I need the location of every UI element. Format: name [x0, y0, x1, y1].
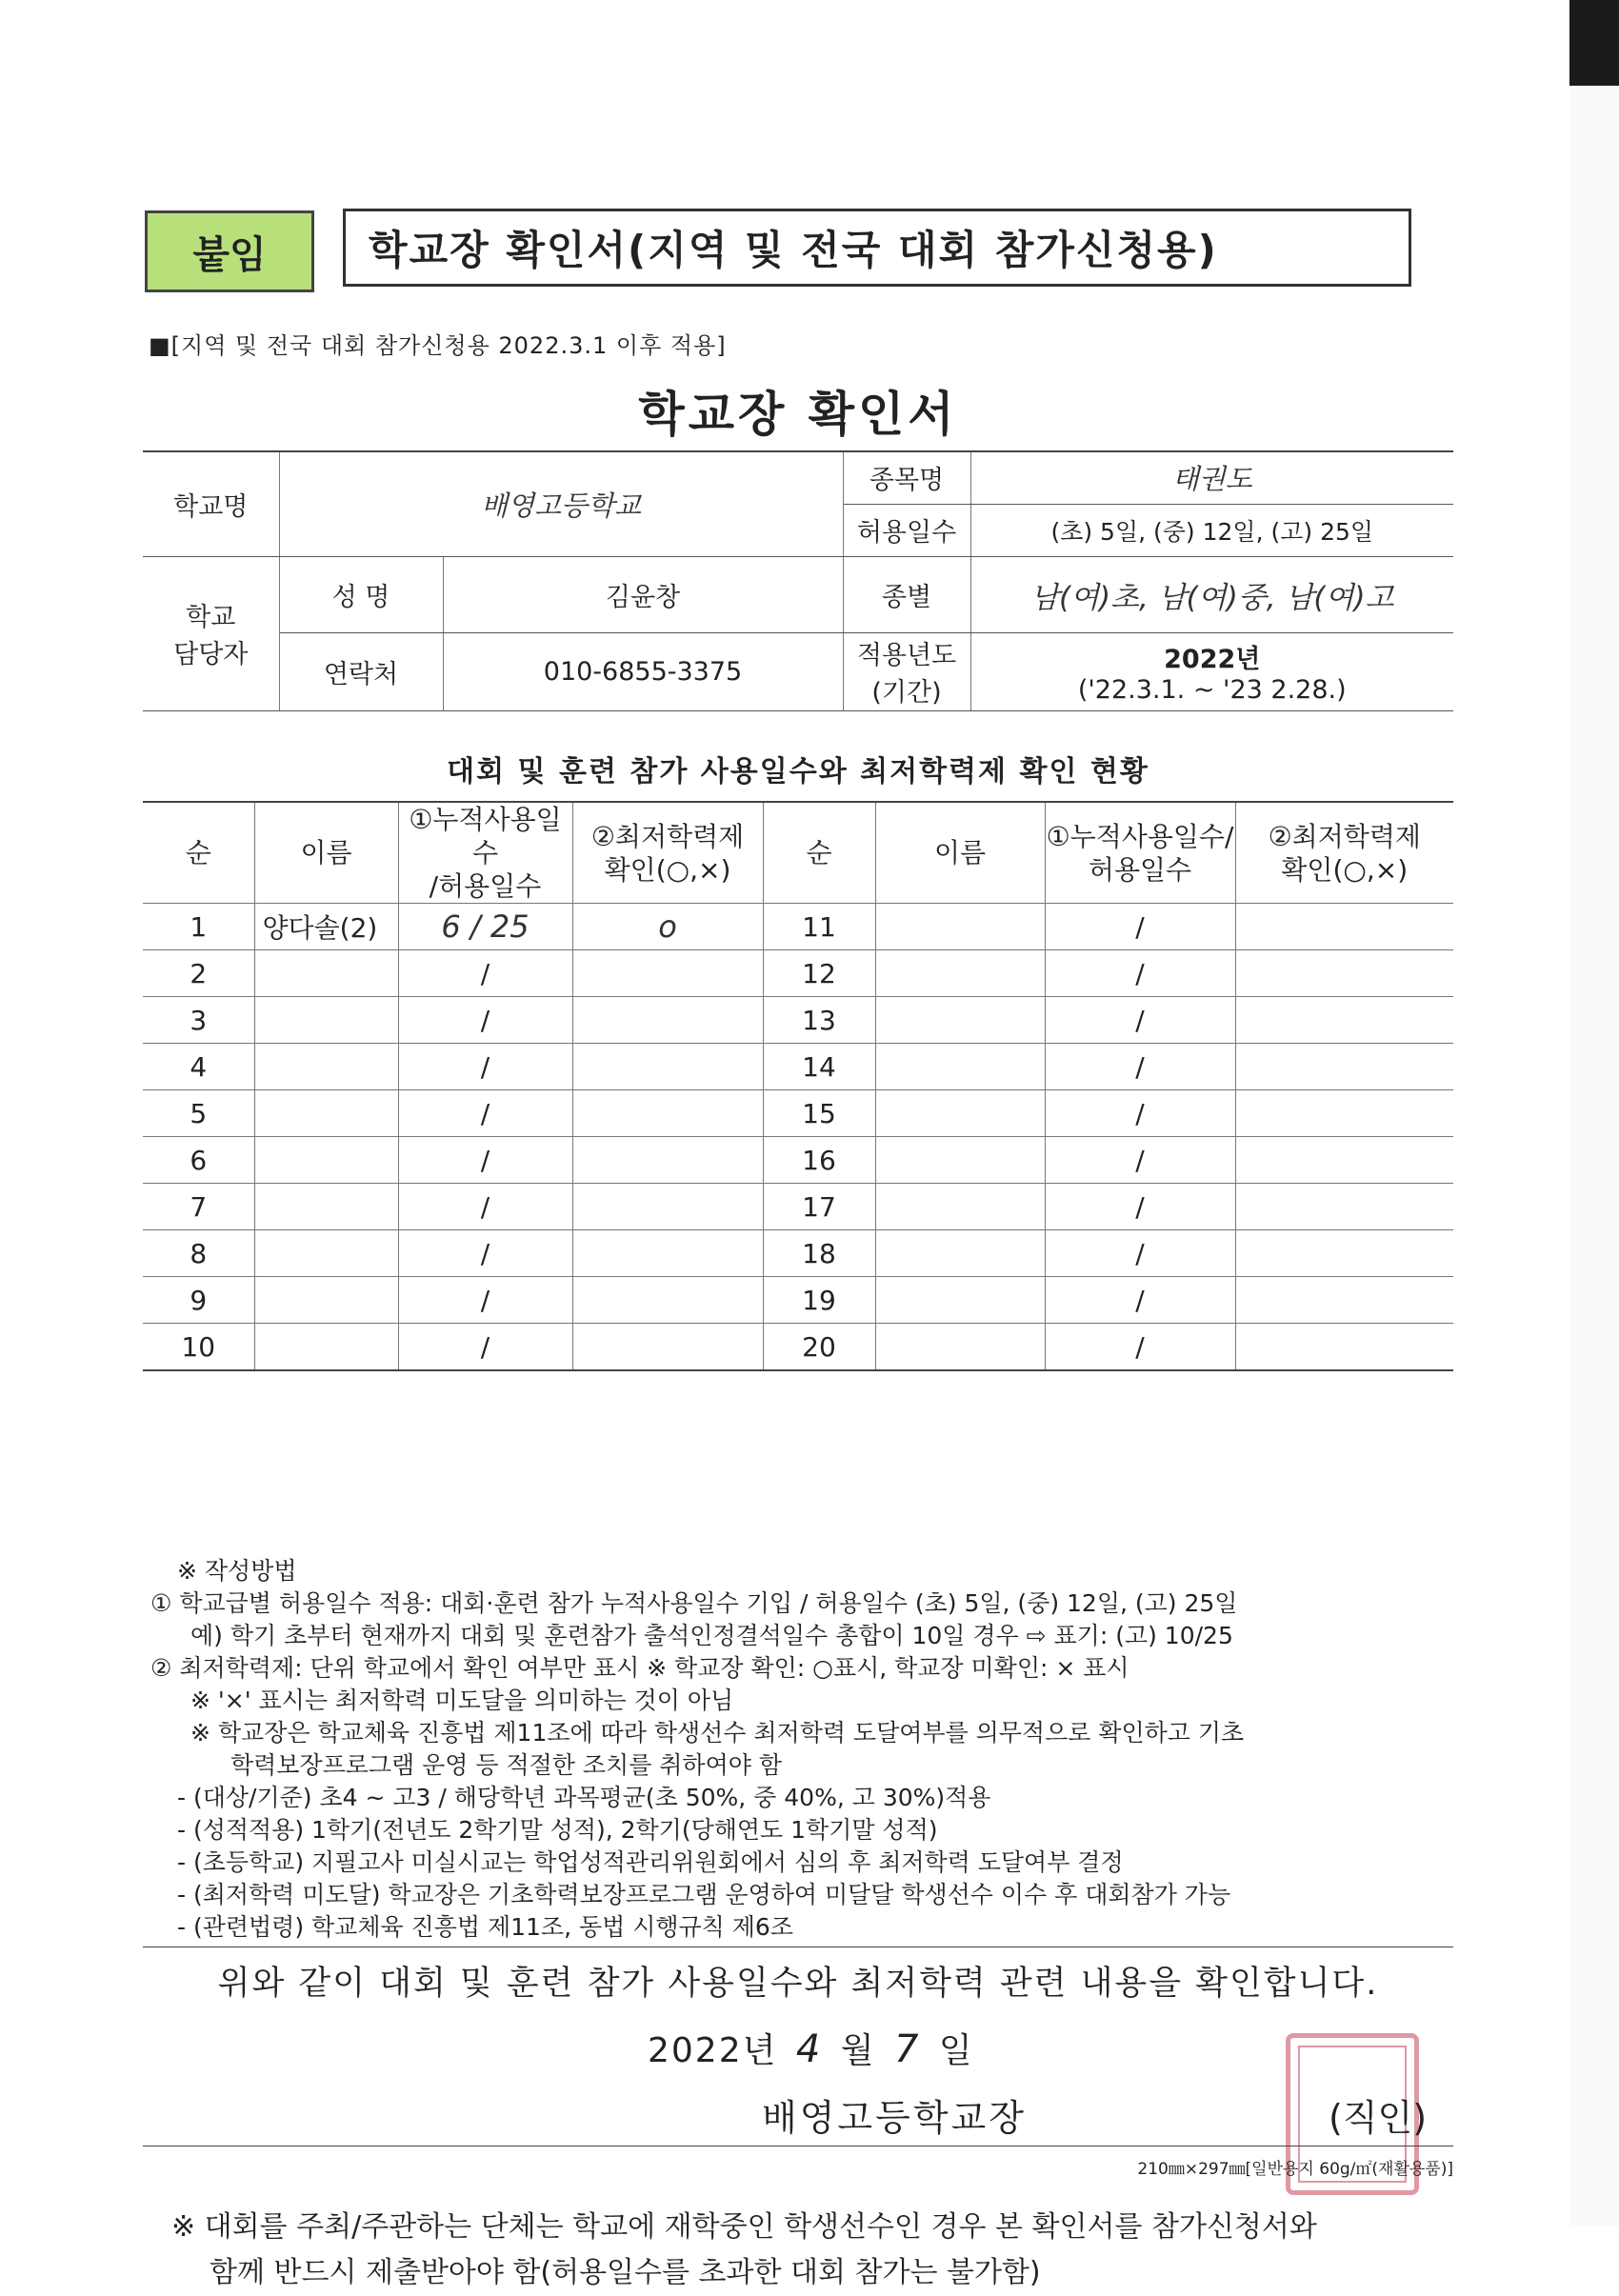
seal-label: (직인) [1329, 2097, 1428, 2139]
row-min-check [572, 950, 763, 997]
scan-border-light [1569, 86, 1619, 2226]
footer-note [171, 2205, 1486, 2296]
note-2-b: ※ 학교장은 학교체육 진흥법 제11조에 따라 학생선수 최저학력 도달여부를 의무적으로 확인하고 기초 [190, 1719, 1245, 1747]
row-name [254, 1184, 398, 1230]
col-days-line2: /허용일수 [429, 870, 542, 902]
row-min-check: o [572, 904, 763, 950]
sport-value: 태권도 [970, 451, 1453, 504]
year-label [843, 632, 970, 710]
school-label: 학교명 [143, 451, 279, 556]
row-days-right: / [1045, 1230, 1235, 1277]
allowed-value: (초) 5일, (중) 12일, (고) 25일 [970, 504, 1453, 556]
row-name [254, 1324, 398, 1371]
row-days: / [398, 1324, 572, 1371]
contact-label: 연락처 [279, 632, 443, 710]
row-name [254, 1230, 398, 1277]
staff-label-line2: 담당자 [173, 640, 249, 669]
detail-1: - (대상/기준) 초4 ~ 고3 / 해당학년 과목평균(초 50%, 중 40%, 고 30%)적용 [177, 1784, 991, 1811]
row-min-check-right [1235, 1184, 1453, 1230]
note-2-a: ※ '×' 표시는 최저학력 미도달을 의미하는 것이 아님 [190, 1687, 734, 1714]
row-number-right: 17 [763, 1184, 875, 1230]
row-name-right [875, 950, 1045, 997]
type-label: 종별 [843, 556, 970, 632]
row-days: / [398, 997, 572, 1044]
row-number-right: 19 [763, 1277, 875, 1324]
col-days-right-line2: 허용일수 [1088, 853, 1192, 886]
row-days: / [398, 1137, 572, 1184]
row-number-right: 18 [763, 1230, 875, 1277]
row-name-right [875, 1137, 1045, 1184]
row-days-right: / [1045, 1277, 1235, 1324]
row-name-right [875, 997, 1045, 1044]
confirm-statement: 위와 같이 대회 및 훈련 참가 사용일수와 최저학력 관련 내용을 확인합니다. [217, 1965, 1379, 2003]
row-number: 8 [143, 1230, 254, 1277]
col-min-line1: ②최저학력제 [590, 820, 745, 852]
row-number: 5 [143, 1090, 254, 1137]
col-min-right-line1: ②최저학력제 [1268, 820, 1421, 852]
staff-label [143, 556, 279, 710]
date-day-unit: 일 [938, 2031, 974, 2070]
row-number: 6 [143, 1137, 254, 1184]
date-month-unit: 월 [840, 2031, 876, 2070]
row-days-right: / [1045, 1044, 1235, 1090]
row-number: 1 [143, 904, 254, 950]
row-number: 3 [143, 997, 254, 1044]
note-1-example: 예) 학기 초부터 현재까지 대회 및 훈련참가 출석인정결석일수 총합이 10일 경우 ⇨ 표기: (고) 10/25 [190, 1622, 1233, 1649]
row-name-right [875, 1277, 1045, 1324]
row-min-check [572, 1044, 763, 1090]
row-name [254, 950, 398, 997]
attachment-tag: 붙임 [145, 210, 314, 292]
table-row [143, 1137, 1453, 1184]
roster-section-title: 대회 및 훈련 참가 사용일수와 최저학력제 확인 현황 [447, 755, 1149, 789]
row-name [254, 997, 398, 1044]
row-name [254, 1277, 398, 1324]
table-row [143, 904, 1453, 950]
row-min-check [572, 1324, 763, 1371]
row-name-right [875, 1230, 1045, 1277]
table-row [143, 1324, 1453, 1371]
signer-name: 배영고등학교장 [762, 2097, 1027, 2139]
note-2: ② 최저학력제: 단위 학교에서 확인 여부만 표시 ※ 학교장 확인: ○표시, 학교장 미확인: × 표시 [150, 1654, 1129, 1682]
apply-note: ■[지역 및 전국 대회 참가신청용 2022.3.1 이후 적용] [149, 332, 727, 359]
table-row [143, 1230, 1453, 1277]
note-1: ① 학교급별 허용일수 적용: 대회·훈련 참가 누적사용일수 기입 / 허용일수 (초) 5일, (중) 12일, (고) 25일 [150, 1589, 1238, 1617]
type-value: 남(여)초, 남(여)중, 남(여)고 [970, 556, 1453, 632]
row-min-check-right [1235, 1230, 1453, 1277]
row-name [254, 1090, 398, 1137]
row-days: 6 / 25 [398, 904, 572, 950]
row-days: / [398, 1277, 572, 1324]
col-no-right: 순 [763, 802, 875, 904]
col-min-line2: 확인(○,×) [604, 853, 731, 886]
detail-3: - (초등학교) 지필고사 미실시교는 학업성적관리위원회에서 심의 후 최저학력 도달여부 결정 [177, 1848, 1124, 1876]
year-value-cell [970, 632, 1453, 710]
info-table [143, 450, 1453, 711]
row-min-check-right [1235, 1137, 1453, 1184]
row-days-right: / [1045, 997, 1235, 1044]
confirm-date [648, 2024, 974, 2072]
col-days-right-line1: ①누적사용일수/ [1046, 820, 1234, 852]
row-min-check-right [1235, 1090, 1453, 1137]
col-no: 순 [143, 802, 254, 904]
row-days-right: / [1045, 1184, 1235, 1230]
name-label: 성 명 [279, 556, 443, 632]
col-min-right [1235, 802, 1453, 904]
date-year: 2022년 [648, 2031, 778, 2070]
row-min-check [572, 1184, 763, 1230]
row-min-check-right [1235, 950, 1453, 997]
col-name: 이름 [254, 802, 398, 904]
form-title: 학교장 확인서 [638, 387, 958, 442]
row-name-right [875, 1090, 1045, 1137]
col-days-line1: ①누적사용일수 [409, 804, 562, 868]
footer-line-1: ※ 대회를 주최/주관하는 단체는 학교에 재학중인 학생선수인 경우 본 확인서를 참가신청서와 [171, 2210, 1317, 2244]
col-min [572, 802, 763, 904]
row-days: / [398, 1090, 572, 1137]
note-2-b-cont: 학력보장프로그램 운영 등 적절한 조치를 취하여야 함 [230, 1751, 782, 1779]
row-name [254, 1137, 398, 1184]
detail-4: - (최저학력 미도달) 학교장은 기초학력보장프로그램 운영하여 미달달 학생선수 이수 후 대회참가 가능 [177, 1881, 1231, 1908]
contact-value: 010-6855-3375 [443, 632, 843, 710]
document-header [143, 205, 1453, 292]
row-days-right: / [1045, 1324, 1235, 1371]
row-number: 7 [143, 1184, 254, 1230]
col-min-right-line2: 확인(○,×) [1281, 853, 1409, 886]
row-days-right: / [1045, 904, 1235, 950]
row-number: 9 [143, 1277, 254, 1324]
document-heading: 학교장 확인서(지역 및 전국 대회 참가신청용) [343, 209, 1411, 287]
year-label-line1: 적용년도 [856, 641, 957, 670]
row-name [254, 1044, 398, 1090]
row-min-check [572, 997, 763, 1044]
row-name: 양다솔(2) [254, 904, 398, 950]
row-min-check-right [1235, 1324, 1453, 1371]
col-days-right [1045, 802, 1235, 904]
row-number-right: 20 [763, 1324, 875, 1371]
year-label-line2: (기간) [871, 678, 942, 708]
row-number-right: 14 [763, 1044, 875, 1090]
year-value: 2022년 [1164, 645, 1261, 674]
roster-table [143, 801, 1453, 1371]
instructions [150, 1555, 1455, 1944]
row-days: / [398, 950, 572, 997]
staff-label-line1: 학교 [186, 603, 236, 632]
table-row [143, 1090, 1453, 1137]
col-name-right: 이름 [875, 802, 1045, 904]
row-name-right [875, 1044, 1045, 1090]
table-row [143, 1184, 1453, 1230]
table-row [143, 1277, 1453, 1324]
row-name-right [875, 904, 1045, 950]
row-number-right: 11 [763, 904, 875, 950]
detail-2: - (성적적용) 1학기(전년도 2학기말 성적), 2학기(당해연도 1학기말 성적) [177, 1816, 938, 1844]
footer-line-2: 함께 반드시 제출받아야 함(허용일수를 초과한 대회 참가는 불가함) [210, 2256, 1041, 2289]
row-days-right: / [1045, 1137, 1235, 1184]
row-number: 4 [143, 1044, 254, 1090]
row-min-check [572, 1277, 763, 1324]
row-min-check-right [1235, 997, 1453, 1044]
table-row [143, 950, 1453, 997]
row-number: 2 [143, 950, 254, 997]
row-number: 10 [143, 1324, 254, 1371]
row-days: / [398, 1184, 572, 1230]
allowed-label: 허용일수 [843, 504, 970, 556]
date-day: 7 [894, 2027, 921, 2071]
row-days-right: / [1045, 1090, 1235, 1137]
notes-heading: ※ 작성방법 [177, 1557, 297, 1585]
row-number-right: 12 [763, 950, 875, 997]
scan-border-dark [1569, 0, 1619, 86]
paper-spec: 210㎜×297㎜[일반용지 60g/㎡(재활용품)] [1137, 2160, 1453, 2179]
row-name-right [875, 1324, 1045, 1371]
table-row [143, 1044, 1453, 1090]
detail-5: - (관련법령) 학교체육 진흥법 제11조, 동법 시행규칙 제6조 [177, 1913, 793, 1941]
row-number-right: 16 [763, 1137, 875, 1184]
name-value: 김윤창 [443, 556, 843, 632]
row-min-check [572, 1230, 763, 1277]
row-days: / [398, 1230, 572, 1277]
row-min-check-right [1235, 1277, 1453, 1324]
roster-body [143, 904, 1453, 1371]
row-min-check-right [1235, 1044, 1453, 1090]
table-row [143, 997, 1453, 1044]
period-value: ('22.3.1. ~ '23 2.28.) [1077, 675, 1347, 705]
row-name-right [875, 1184, 1045, 1230]
row-days: / [398, 1044, 572, 1090]
row-min-check [572, 1137, 763, 1184]
row-min-check-right [1235, 904, 1453, 950]
row-days-right: / [1045, 950, 1235, 997]
row-min-check [572, 1090, 763, 1137]
date-month: 4 [795, 2027, 823, 2071]
row-number-right: 13 [763, 997, 875, 1044]
sport-label: 종목명 [843, 451, 970, 504]
row-number-right: 15 [763, 1090, 875, 1137]
col-days [398, 802, 572, 904]
school-value: 배영고등학교 [279, 451, 843, 556]
